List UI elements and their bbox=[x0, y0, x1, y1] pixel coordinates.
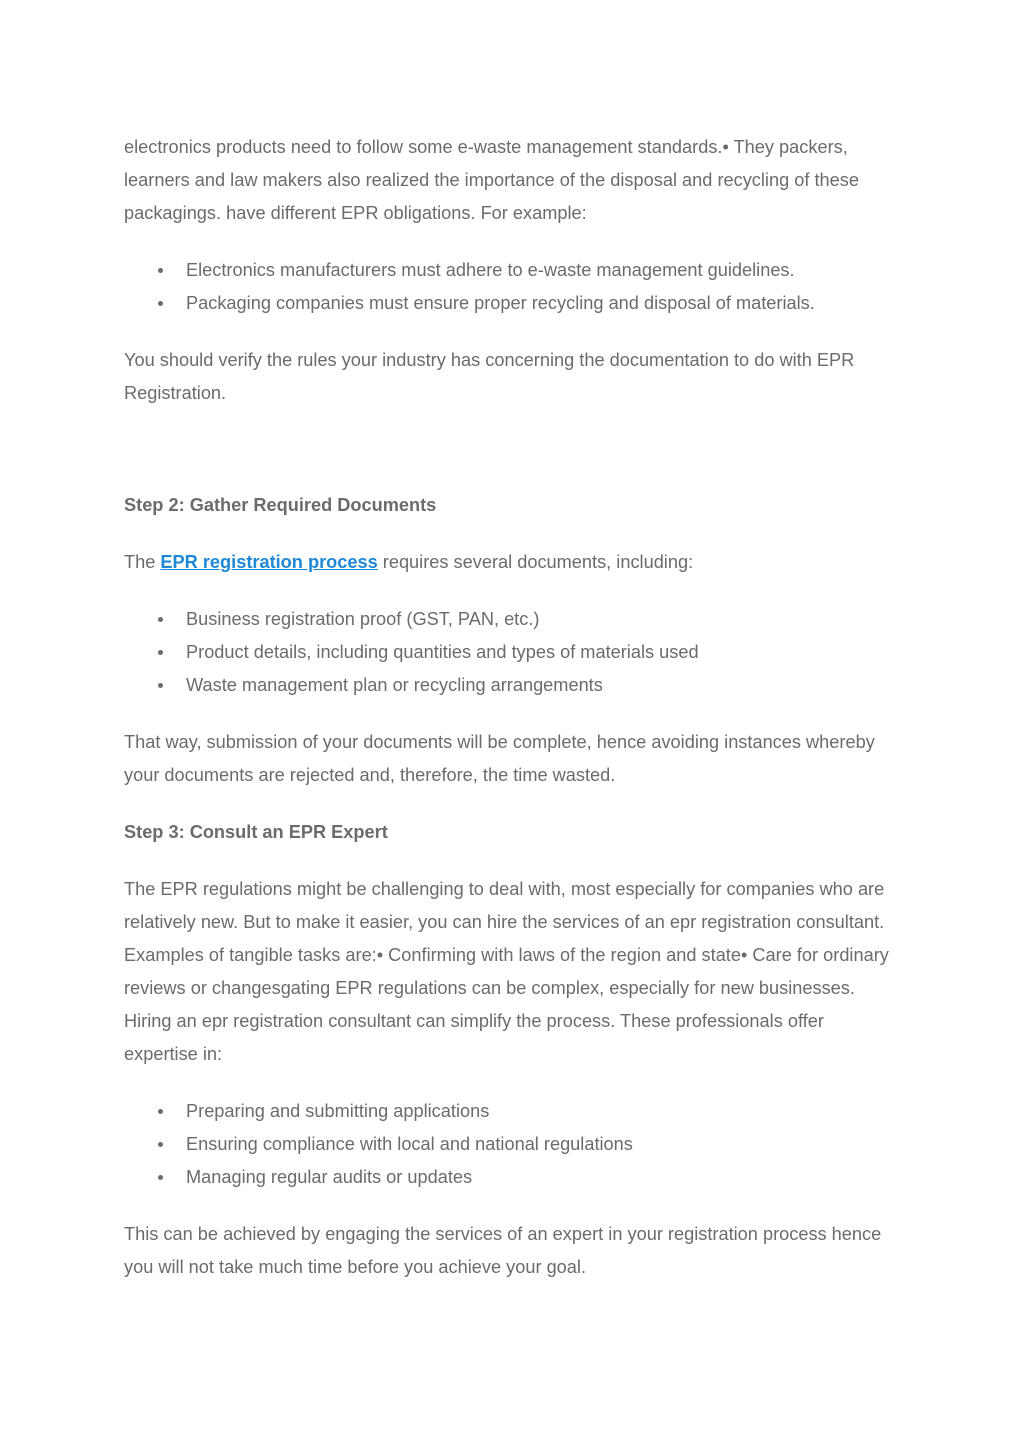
list-item: Electronics manufacturers must adhere to e-waste management guidelines. bbox=[124, 254, 899, 287]
intro-paragraph: electronics products need to follow some e-waste management standards.• They packers, learners and law makers also realized the importance of the disposal and recycling of these packagings. have different EPR obligations. For example: bbox=[124, 137, 859, 223]
epr-registration-process-link[interactable]: EPR registration process bbox=[160, 552, 378, 572]
list-item: Business registration proof (GST, PAN, etc.) bbox=[124, 603, 899, 636]
step2-lead-paragraph bbox=[124, 546, 899, 579]
document-page bbox=[124, 131, 899, 1308]
step2-heading: Step 2: Gather Required Documents bbox=[124, 495, 437, 515]
list-item: Managing regular audits or updates bbox=[124, 1161, 899, 1194]
intro-closing-paragraph: You should verify the rules your industry has concerning the documentation to do with EPR Registration. bbox=[124, 350, 855, 403]
step2-bullet-list bbox=[124, 603, 899, 702]
step2-closing-paragraph: That way, submission of your documents will be complete, hence avoiding instances whereby your documents are rejected and, therefore, the time wasted. bbox=[124, 732, 875, 785]
step2-lead-after: requires several documents, including: bbox=[377, 552, 694, 572]
list-item: Preparing and submitting applications bbox=[124, 1095, 899, 1128]
step3-paragraph: The EPR regulations might be challenging to deal with, most especially for companies who are relatively new. But to make it easier, you can hire the services of an epr registration consultant. Examples of tangible tasks are:• Confirming with laws of the region and state• Care for ordinary reviews or changesgating EPR regulations can be complex, especially for new businesses. Hiring an epr registration consultant can simplify the process. These professionals offer expertise in: bbox=[124, 879, 889, 1064]
list-item: Product details, including quantities and types of materials used bbox=[124, 636, 899, 669]
step3-bullet-list bbox=[124, 1095, 899, 1194]
step3-heading: Step 3: Consult an EPR Expert bbox=[124, 822, 388, 842]
list-item: Packaging companies must ensure proper recycling and disposal of materials. bbox=[124, 287, 899, 320]
list-item: Ensuring compliance with local and national regulations bbox=[124, 1128, 899, 1161]
list-item: Waste management plan or recycling arrangements bbox=[124, 669, 899, 702]
section-spacer bbox=[124, 434, 899, 489]
intro-bullet-list bbox=[124, 254, 899, 320]
step3-closing-paragraph: This can be achieved by engaging the services of an expert in your registration process hence you will not take much time before you achieve your goal. bbox=[124, 1224, 882, 1277]
step2-lead-before: The bbox=[124, 552, 161, 572]
